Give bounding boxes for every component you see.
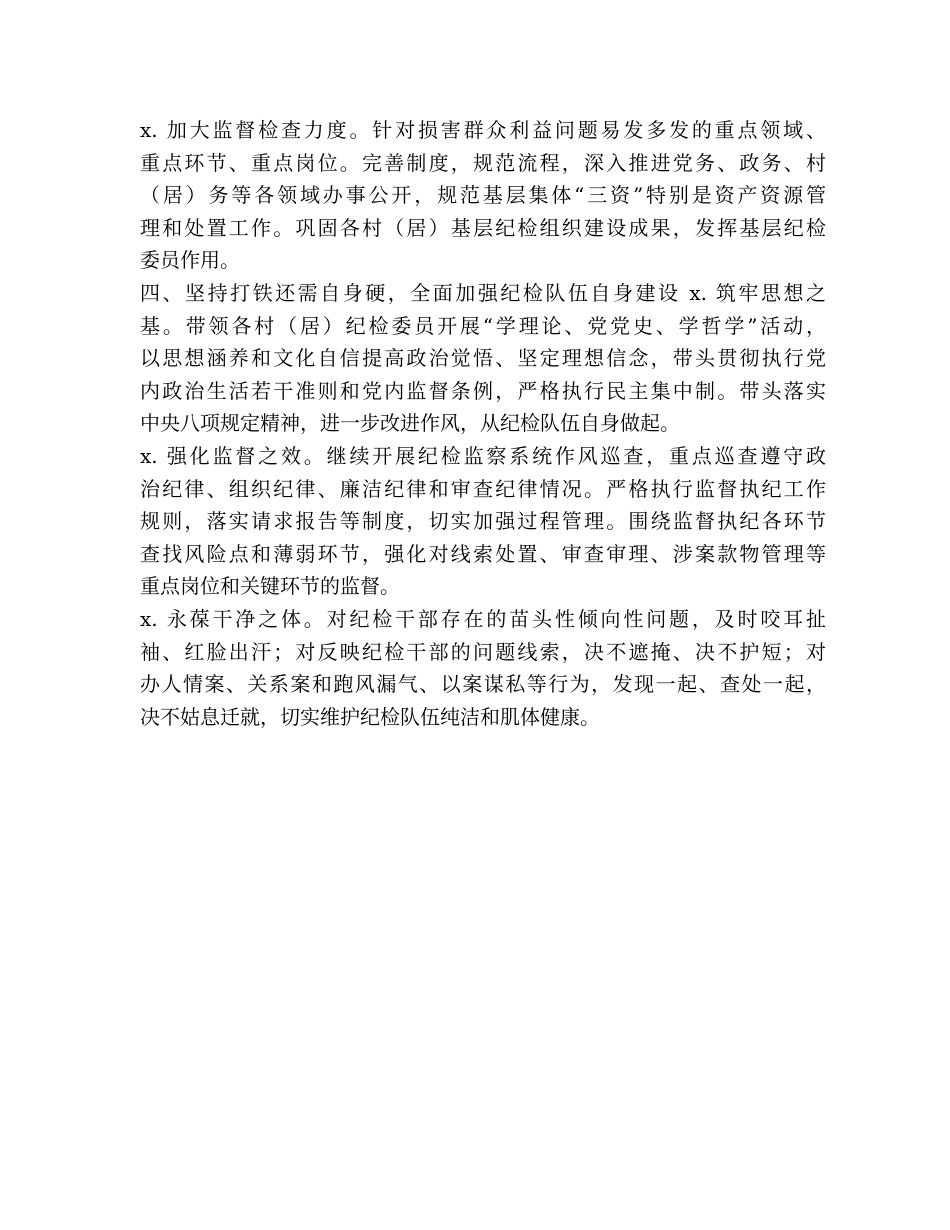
text-line: 内政治生活若干准则和党内监督条例，严格执行民主集中制。带头落实 — [140, 378, 826, 403]
text-line: 理和处置工作。巩固各村（居）基层纪检组织建设成果，发挥基层纪检 — [140, 215, 826, 240]
paragraph-p1 — [140, 114, 826, 277]
paragraph-p4 — [140, 603, 826, 733]
text-line: 中央八项规定精神，进一步改进作风，从纪检队伍自身做起。 — [140, 411, 680, 436]
text-line: 办人情案、关系案和跑风漏气、以案谋私等行为，发现一起、查处一起， — [140, 672, 826, 697]
text-line: x. 强化监督之效。继续开展纪检监察系统作风巡查，重点巡查遵守政 — [140, 443, 826, 468]
text-line: 基。带领各村（居）纪检委员开展“学理论、党党史、学哲学”活动， — [140, 313, 826, 338]
text-line: （居）务等各领域办事公开，规范基层集体“三资”特别是资产资源管 — [140, 183, 826, 208]
text-line: x. 永葆干净之体。对纪检干部存在的苗头性倾向性问题，及时咬耳扯 — [140, 606, 826, 631]
text-line: x. 加大监督检查力度。针对损害群众利益问题易发多发的重点领域、 — [140, 118, 826, 142]
paragraph-p3 — [140, 440, 826, 603]
text-line: 重点岗位和关键环节的监督。 — [140, 574, 400, 599]
text-line: 规则，落实请求报告等制度，切实加强过程管理。围绕监督执纪各环节 — [140, 509, 826, 534]
text-line: 四、坚持打铁还需自身硬，全面加强纪检队伍自身建设 x. 筑牢思想之 — [140, 280, 826, 305]
text-line: 查找风险点和薄弱环节，强化对线索处置、审查审理、涉案款物管理等 — [140, 541, 826, 566]
paragraph-p2 — [140, 277, 826, 440]
text-line: 治纪律、组织纪律、廉洁纪律和审查纪律情况。严格执行监督执纪工作 — [140, 476, 826, 501]
text-line: 重点环节、重点岗位。完善制度，规范流程，深入推进党务、政务、村 — [140, 150, 826, 175]
text-line: 袖、红脸出汗；对反映纪检干部的问题线索，决不遮掩、决不护短；对 — [140, 639, 826, 664]
text-line: 决不姑息迁就，切实维护纪检队伍纯洁和肌体健康。 — [140, 704, 600, 729]
text-line: 委员作用。 — [140, 248, 240, 273]
document-body — [140, 114, 826, 733]
text-line: 以思想涵养和文化自信提高政治觉悟、坚定理想信念，带头贯彻执行党 — [140, 346, 826, 371]
